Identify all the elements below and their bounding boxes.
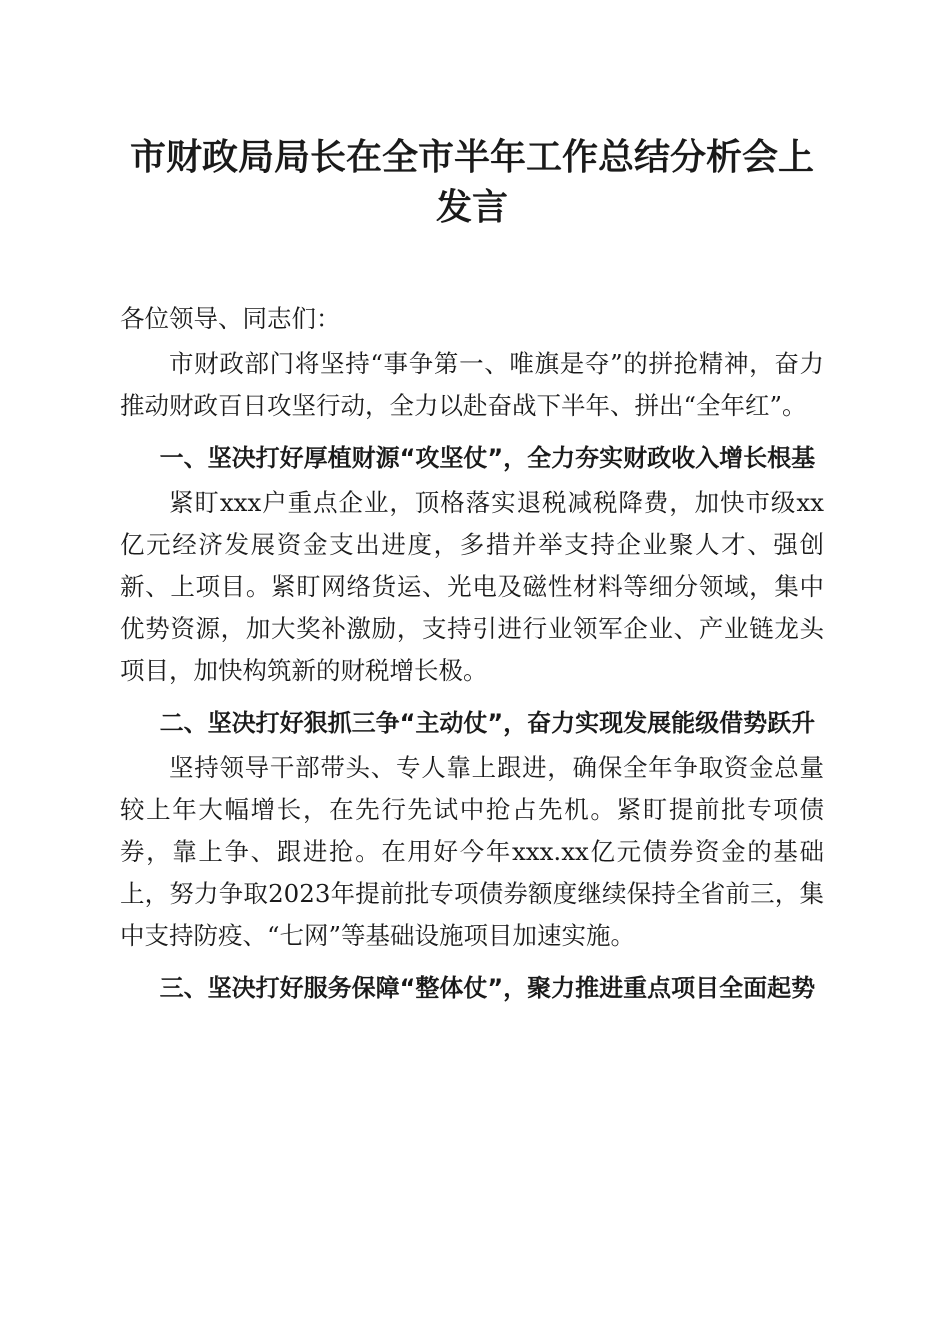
- salutation: 各位领导、同志们：: [120, 304, 341, 333]
- section-1-heading: 一、坚决打好厚植财源“攻坚仗”，全力夯实财政收入增长根基: [159, 444, 816, 472]
- document-title: 市财政局局长在全市半年工作总结分析会上发言: [129, 136, 814, 228]
- section-1-body: 紧盯xxx户重点企业，顶格落实退税减税降费，加快市级xx亿元经济发展资金支出进度，多措并举支持企业聚人才、强创新、上项目。紧盯网络货运、光电及磁性材料等细分领域，集中优势资源，加大奖补激励，支持引进行业领军企业、产业链龙头项目，加快构筑新的财税增长极。: [120, 488, 824, 685]
- document-page: [120, 132, 824, 1009]
- section-2-body: 坚持领导干部带头、专人靠上跟进，确保全年争取资金总量较上年大幅增长，在先行先试中抢占先机。紧盯提前批专项债券，靠上争、跟进抢。在用好今年xxx.xx亿元债券资金的基础上，努力争取2023年提前批专项债券额度继续保持全省前三，集中支持防疫、“七网”等基础设施项目加速实施。: [120, 753, 824, 950]
- section-3-heading: 三、坚决打好服务保障“整体仗”，聚力推进重点项目全面起势: [159, 974, 816, 1002]
- section-2-heading: 二、坚决打好狠抓三争“主动仗”，奋力实现发展能级借势跃升: [159, 709, 816, 737]
- intro-paragraph: 市财政部门将坚持“事争第一、唯旗是夺”的拼抢精神，奋力推动财政百日攻坚行动，全力以赴奋战下半年、拼出“全年红”。: [120, 349, 824, 420]
